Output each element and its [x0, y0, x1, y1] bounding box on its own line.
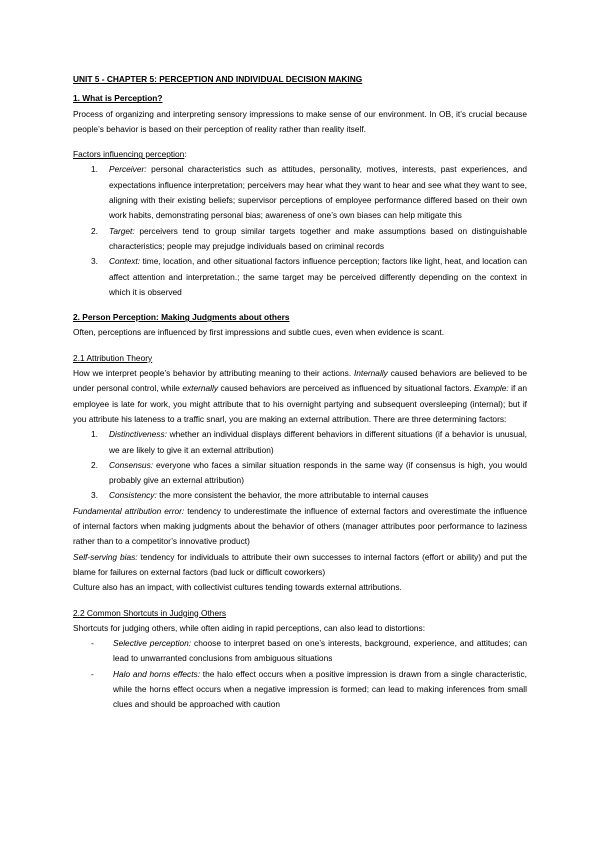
perception-factors-list: [73, 162, 527, 300]
list-item: 1. Perceiver: personal characteristics such as attitudes, personality, motives, interests, past experiences, and expectations influence interpretation; perceivers may hear what they want to hear and see what they want to see, aligning with their existing beliefs; supervisor perceptions of employee performance differed based on their own work habits, demonstrating personal bias; awareness of one’s own biases can help mitigate this: [91, 164, 527, 221]
section-1-heading: 1. What is Perception?: [73, 93, 163, 104]
list-item: - Selective perception: choose to interpret based on one’s interests, background, experience, and attitudes; can lead to unwarranted conclusions from ambiguous situations: [91, 638, 527, 664]
document-page: [73, 72, 527, 713]
fundamental-attribution-error: Fundamental attribution error: tendency to underestimate the influence of external factors and overestimate the influence of internal factors when making judgments about the behavior of others (manager attributes poor performance to laziness rather than to a competitor’s innovative product): [73, 505, 527, 547]
attribution-factors-list: [73, 427, 527, 503]
shortcuts-list: [73, 636, 527, 712]
list-item: 3. Context: time, location, and other situational factors influence perception; factors like light, heat, and location can affect attention and interpretation.; the same target may be perceived differently depending on the context in which it is observed: [91, 256, 527, 297]
list-item: - Halo and horns effects: the halo effect occurs when a positive impression is drawn from a single characteristic, while the horns effect occurs when a negative impression is formed; can lead to making inferences from small clues and should be approached with caution: [91, 668, 527, 710]
list-item: 2. Target: perceivers tend to group similar targets together and make assumptions based on distinguishable characteristics; people may prejudge individuals based on criminal records: [91, 225, 527, 251]
page-title: UNIT 5 - CHAPTER 5: PERCEPTION AND INDIVIDUAL DECISION MAKING: [73, 74, 363, 84]
list-item: 1. Distinctiveness: whether an individual displays different behaviors in different situations (if a behavior is unusual, we are likely to give it an external attribution): [91, 429, 527, 455]
factors-heading: Factors influencing perception: [73, 149, 185, 160]
factors-heading-line: Factors influencing perception:: [73, 149, 187, 160]
self-serving-bias: Self-serving bias: tendency for individuals to attribute their own successes to internal factors (effort or ability) and put the blame for failures on external factors (bad luck or difficult coworkers): [73, 551, 527, 577]
section-1-body: Process of organizing and interpreting sensory impressions to make sense of our environment. In OB, it’s crucial because people’s behavior is based on their perception of reality rather than reality itself.: [73, 108, 527, 134]
shortcuts-intro: Shortcuts for judging others, while often aiding in rapid perceptions, can also lead to distortions:: [73, 622, 426, 633]
list-item: 2. Consensus: everyone who faces a similar situation responds in the same way (if consensus is high, you would probably give an external attribution): [91, 459, 527, 486]
section-2-heading: 2. Person Perception: Making Judgments about others: [73, 312, 290, 323]
attribution-paragraph: How we interpret people’s behavior by attributing meaning to their actions. Internally caused behaviors are believed to be under personal control, while externally caused behaviors are perceived as influenced by situational factors. Example: if an employee is late for work, you might attribute that to his overnight partying and subsequent oversleeping (internal); but if you attribute his lateness to a traffic snarl, you are making an external attribution. There are three determining factors:: [73, 368, 528, 424]
section-2-body: Often, perceptions are influenced by first impressions and subtle cues, even when evidence is scant.: [73, 327, 445, 338]
section-2-1-heading: 2.1 Attribution Theory: [73, 352, 153, 363]
list-item: 3. Consistency: the more consistent the behavior, the more attributable to internal causes: [91, 490, 429, 501]
culture-note: Culture also has an impact, with collectivist cultures tending towards external attributions.: [73, 582, 402, 593]
section-2-2-heading: 2.2 Common Shortcuts in Judging Others: [73, 607, 227, 618]
